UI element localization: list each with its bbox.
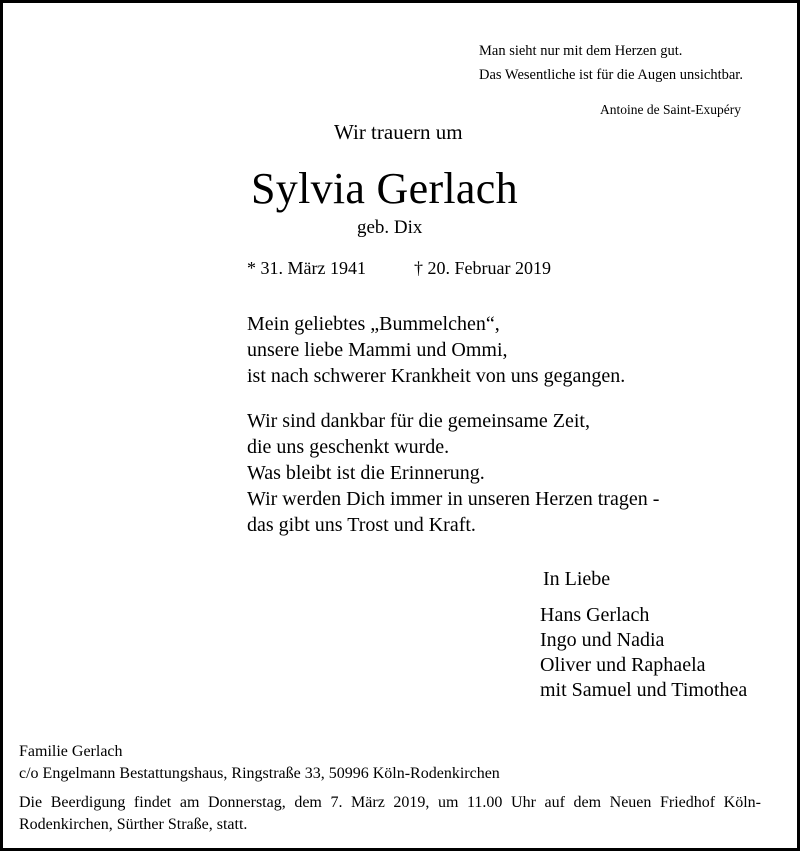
mourners-list	[540, 603, 747, 703]
poem-stanza-2	[247, 408, 659, 538]
poem-line: Was bleibt ist die Erinnerung.	[247, 462, 485, 484]
poem-line: Mein geliebtes „Bummelchen“,	[247, 313, 500, 335]
quote-line-1: Man sieht nur mit dem Herzen gut.	[479, 43, 683, 59]
maiden-name: geb. Dix	[357, 217, 423, 238]
mourner-name: mit Samuel und Timothea	[540, 679, 748, 701]
mourner-name: Ingo und Nadia	[540, 629, 665, 651]
poem-line: die uns geschenkt wurde.	[247, 436, 450, 458]
mourner-name: Hans Gerlach	[540, 604, 650, 626]
funeral-notice: Die Beerdigung findet am Donnerstag, dem 7. März 2019, um 11.00 Uhr auf dem Neuen Friedhof Köln-Rodenkirchen, Sürther Straße, statt.	[19, 794, 761, 833]
poem-line: das gibt uns Trost und Kraft.	[247, 514, 476, 536]
quote-author: Antoine de Saint-Exupéry	[600, 102, 741, 117]
poem-line: ist nach schwerer Krankheit von uns gegangen.	[247, 365, 626, 387]
signoff-greeting: In Liebe	[543, 568, 611, 590]
mourner-name: Oliver und Raphaela	[540, 654, 706, 676]
deceased-name: Sylvia Gerlach	[251, 164, 518, 213]
mourning-intro: Wir trauern um	[334, 120, 463, 144]
poem-stanza-1	[247, 311, 625, 389]
poem-line: Wir sind dankbar für die gemeinsame Zeit,	[247, 410, 590, 432]
footer-family: Familie Gerlach	[19, 743, 123, 760]
death-date: † 20. Februar 2019	[414, 258, 551, 278]
footer-address: c/o Engelmann Bestattungshaus, Ringstraße 33, 50996 Köln-Rodenkirchen	[19, 765, 500, 782]
birth-date: * 31. März 1941	[247, 258, 366, 278]
quote-line-2: Das Wesentliche ist für die Augen unsichtbar.	[479, 67, 743, 83]
poem-line: unsere liebe Mammi und Ommi,	[247, 339, 508, 361]
poem-line: Wir werden Dich immer in unseren Herzen tragen -	[247, 488, 660, 510]
